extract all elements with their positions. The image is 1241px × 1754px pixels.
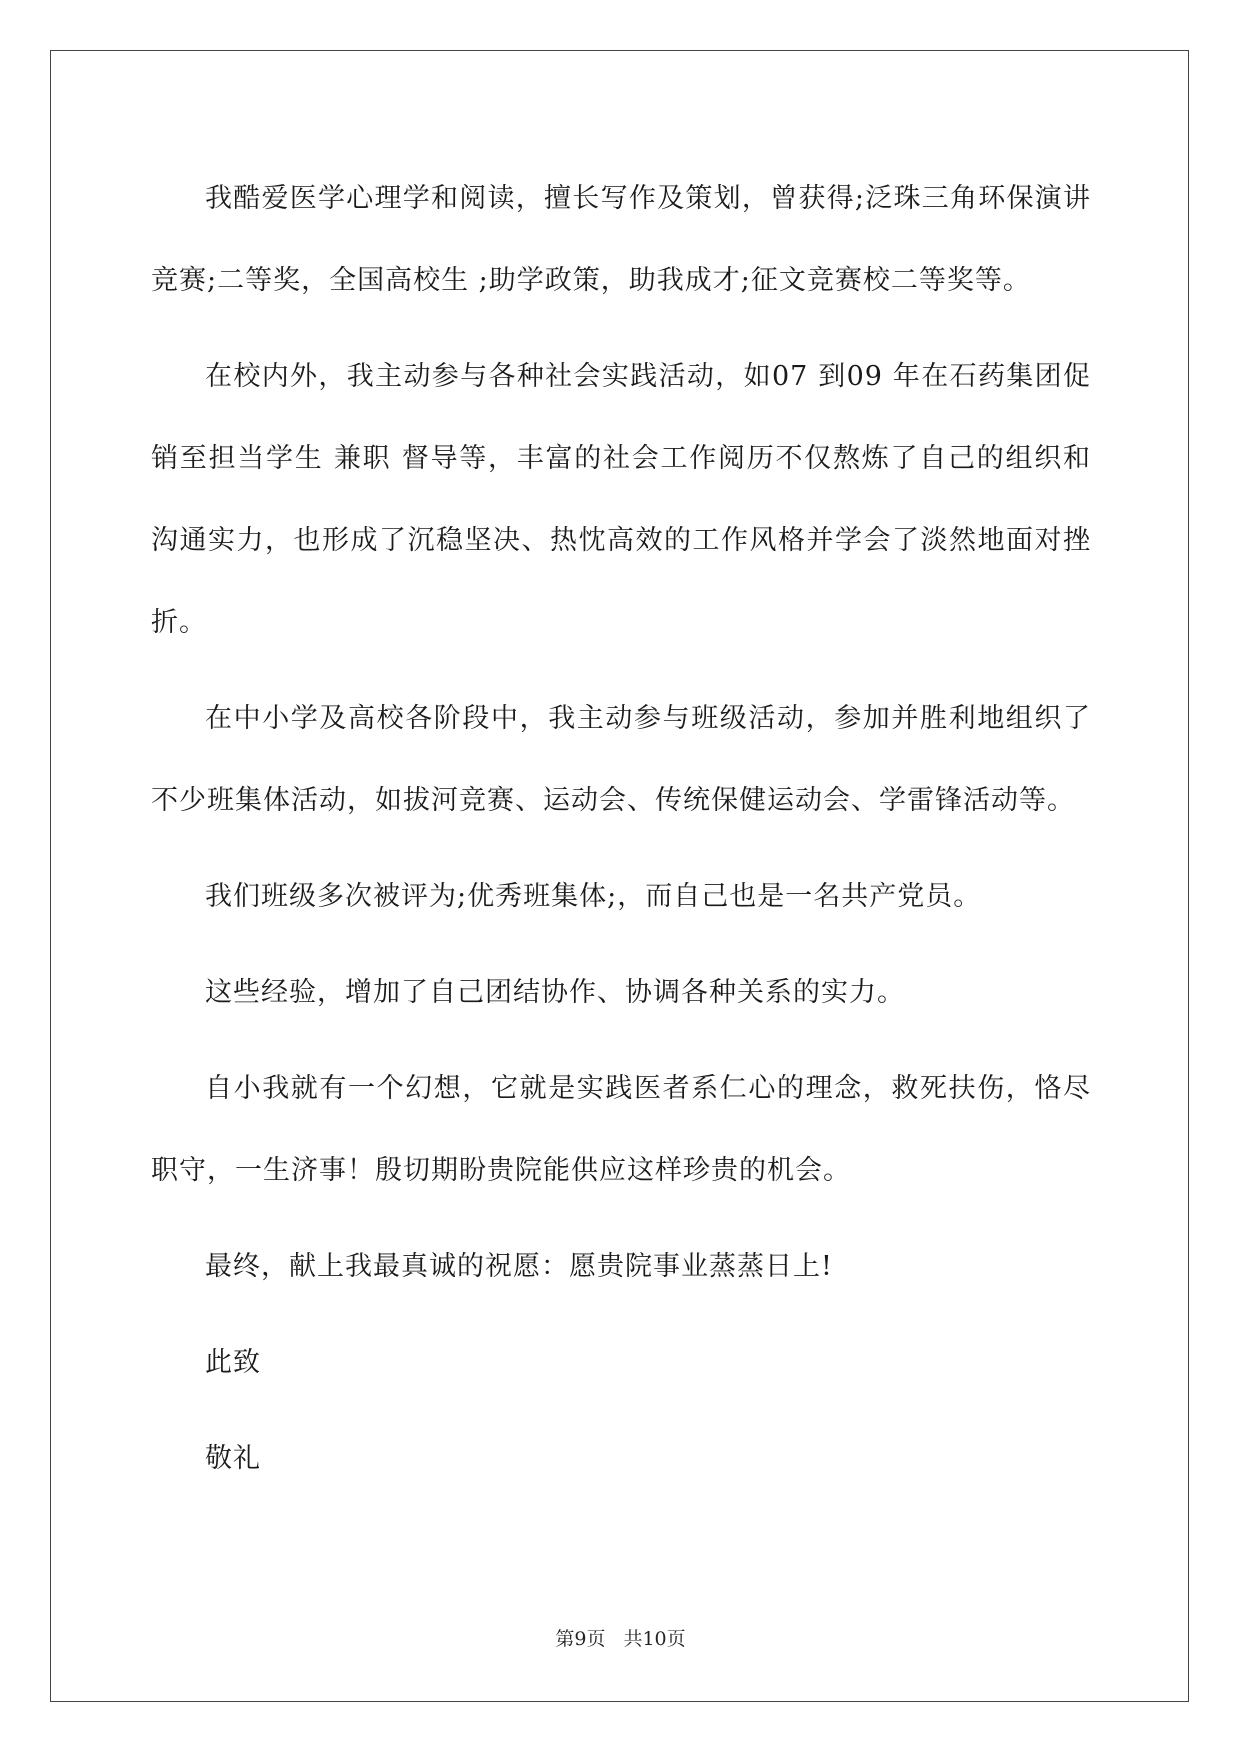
- page-number: 第9页: [555, 1628, 606, 1650]
- paragraph-awards: 我酷爱医学心理学和阅读，擅长写作及策划，曾获得;泛珠三角环保演讲竞赛;二等奖，全国高校生 ;助学政策，助我成才;征文竞赛校二等奖等。: [151, 183, 1091, 296]
- document-body: [151, 158, 1091, 1514]
- paragraph-aspiration: 自小我就有一个幻想，它就是实践医者系仁心的理念，救死扶伤，恪尽职守，一生济事！殷切期盼贵院能供应这样珍贵的机会。: [151, 1073, 1091, 1186]
- paragraph-honors: 我们班级多次被评为;优秀班集体;，而自己也是一名共产党员。: [205, 881, 982, 912]
- page-total: 共10页: [623, 1628, 686, 1650]
- paragraph-class-activities: 在中小学及高校各阶段中，我主动参与班级活动，参加并胜利地组织了不少班集体活动，如拔河竞赛、运动会、传统保健运动会、学雷锋活动等。: [151, 703, 1091, 816]
- salutation-cizhi: 此致: [205, 1347, 261, 1378]
- paragraph-closing-wish: 最终，献上我最真诚的祝愿：愿贵院事业蒸蒸日上!: [205, 1251, 833, 1282]
- paragraph-social-practice: 在校内外，我主动参与各种社会实践活动，如07 到09 年在石药集团促销至担当学生 兼职 督导等，丰富的社会工作阅历不仅熬炼了自己的组织和沟通实力，也形成了沉稳坚决、热忱高效的工作风格并学会了淡然地面对挫折。: [151, 361, 1091, 638]
- paragraph-experience: 这些经验，增加了自己团结协作、协调各种关系的实力。: [205, 977, 905, 1008]
- page-footer: [0, 1624, 1241, 1651]
- salutation-jingli: 敬礼: [205, 1443, 261, 1474]
